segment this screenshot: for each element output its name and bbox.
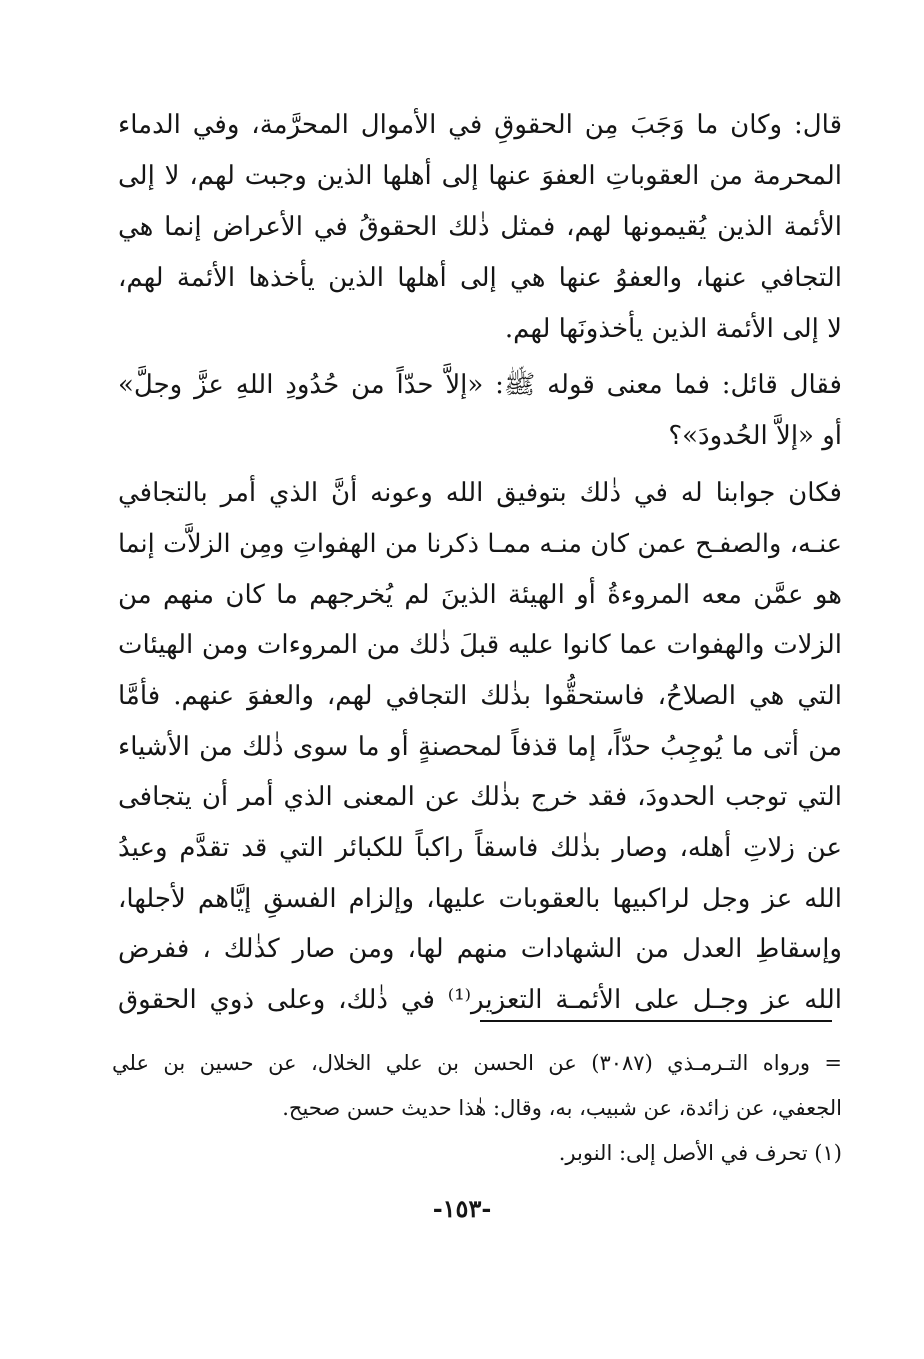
page-number: -١٥٣- xyxy=(432,1194,492,1223)
body-line: الأئمة الذين يُقيمونها لهم، فمثل ذٰلك الحقوقُ في الأعراض إنما هي xyxy=(118,212,842,242)
body-line: أو «إلاَّ الحُدودَ»؟ xyxy=(668,421,842,451)
body-line: المحرمة من العقوباتِ العفوَ عنها إلى أهلها الذين وجبت لهم، لا إلى xyxy=(118,161,842,191)
body-line: فكان جوابنا له في ذٰلك بتوفيق الله وعونه أنَّ الذي أمر بالتجافي xyxy=(118,478,842,508)
body-line: من أتى ما يُوجِبُ حدّاً، إما قذفاً لمحصنةٍ أو ما سوى ذٰلك من الأشياء xyxy=(118,732,842,762)
body-line: الله عز وجل لراكبيها بالعقوبات عليها، وإلزام الفسقِ إيَّاهم لأجلها، xyxy=(118,884,842,914)
body-line: وإسقاطِ العدل من الشهادات منهم لها، ومن صار كذٰلك ، ففرض xyxy=(118,934,842,964)
body-line: عن زلاتِ أهله، وصار بذٰلك فاسقاً راكباً للكبائر التي قد تقدَّم وعيدُ xyxy=(118,833,842,863)
footnote-line: = ورواه التـرمـذي (٣٠٨٧) عن الحسن بن علي الخلال، عن حسين بن علي xyxy=(112,1051,843,1075)
body-line: التجافي عنها، والعفوُ عنها هي إلى أهلها الذين يأخذها الأئمة لهم، xyxy=(118,263,842,293)
body-line: لا إلى الأئمة الذين يأخذونَها لهم. xyxy=(504,314,842,344)
footnote-separator xyxy=(480,1020,832,1022)
body-line: عنـه، والصفـح عمن كان منـه ممـا ذكرنا من الهفواتِ ومِن الزلاَّت إنما xyxy=(118,529,842,559)
body-line: التي توجب الحدودَ، فقد خرج بذٰلك عن المعنى الذي أمر أن يتجافى xyxy=(118,782,842,812)
body-line: هو عمَّن معه المروءةُ أو الهيئة الذينَ لم يُخرجهم ما كان منهم من xyxy=(118,580,842,610)
body-line: فقال قائل: فما معنى قوله ﷺ: «إلاَّ حدّاً من حُدُودِ اللهِ عزَّ وجلَّ» xyxy=(118,370,842,400)
body-line: التي هي الصلاحُ، فاستحقُّوا بذٰلك التجافي لهم، والعفوَ عنهم. فأمَّا xyxy=(118,681,842,711)
footnote-line: (١) تحرف في الأصل إلى: النوبر. xyxy=(558,1141,842,1165)
footnote-line: الجعفي، عن زائدة، عن شبيب، به، وقال: هٰذا حديث حسن صحيح. xyxy=(282,1096,842,1120)
body-line: قال: وكان ما وَجَبَ مِن الحقوقِ في الأموال المحرَّمة، وفي الدماء xyxy=(118,110,842,140)
body-line: الزلات والهفوات عما كانوا عليه قبلَ ذٰلك من المروءات ومن الهيئات xyxy=(118,630,842,660)
body-line: الله عز وجـل على الأئمـة التعزير⁽¹⁾ في ذٰلك، وعلى ذوي الحقوق xyxy=(118,985,842,1015)
